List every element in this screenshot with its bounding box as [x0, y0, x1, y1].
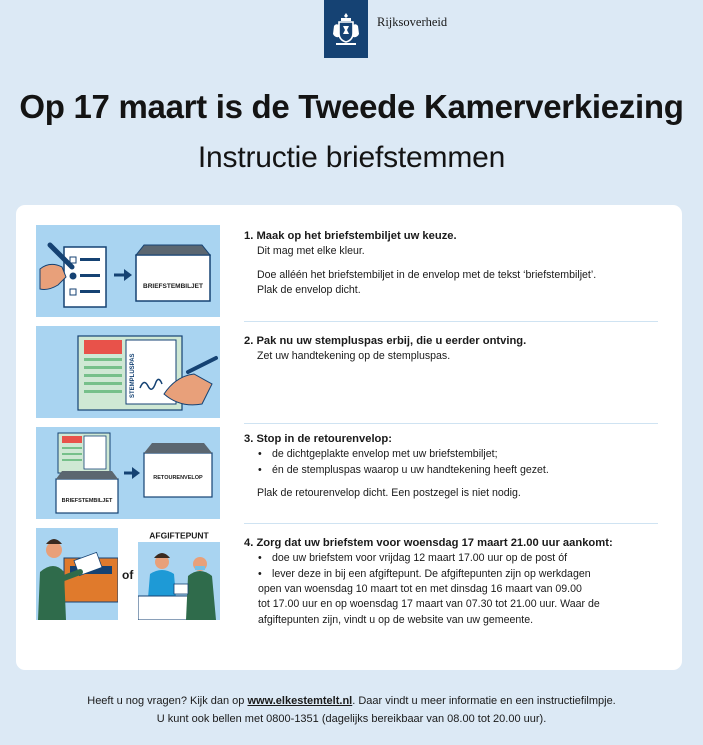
step-4-continuation: afgiftepunten zijn, vindt u op de website van uw gemeente. — [258, 613, 534, 626]
divider — [244, 321, 658, 322]
footer-text: . Daar vindt u meer informatie en een instructiefilmpje. — [352, 695, 616, 707]
page-subtitle: Instructie briefstemmen — [197, 141, 506, 174]
retour-label: RETOURENVELOP — [153, 475, 203, 481]
coat-of-arms-icon — [324, 0, 368, 58]
illustration-step-1 — [36, 225, 220, 317]
step-1 — [244, 228, 660, 298]
illustration-step-4-afgiftepunt — [138, 528, 220, 620]
instruction-card — [16, 205, 682, 670]
step-2-heading: 2. Pak nu uw stempluspas erbij, die u eerder ontving. — [244, 335, 527, 347]
footer-line-1 — [0, 692, 703, 710]
divider — [244, 523, 658, 524]
or-label: of — [122, 568, 134, 582]
rijksoverheid-logo — [324, 0, 447, 58]
step-3-line: Plak de retourenvelop dicht. Een postzegel is niet nodig. — [257, 486, 521, 499]
step-3 — [244, 431, 660, 501]
footer — [0, 692, 703, 728]
step-4 — [244, 535, 660, 628]
step-4-bullet: • doe uw briefstem voor vrijdag 12 maart 17.00 uur op de post óf — [244, 551, 660, 566]
step-4-heading: 4. Zorg dat uw briefstem voor woensdag 17 maart 21.00 uur aankomt: — [244, 537, 613, 549]
illustration-step-2 — [36, 326, 220, 418]
step-2-line: Zet uw handtekening op de stempluspas. — [257, 350, 451, 363]
step-1-line: Plak de envelop dicht. — [257, 283, 361, 296]
illustration-step-4-post — [36, 528, 118, 620]
illustration-step-3 — [36, 427, 220, 519]
step-1-line: Doe alléén het briefstembiljet in de envelop met de tekst ‘briefstembiljet’. — [257, 268, 597, 281]
step-2 — [244, 333, 660, 365]
step-4-continuation: open van woensdag 10 maart tot en met dinsdag 16 maart van 09.00 — [258, 582, 582, 595]
step-3-heading: 3. Stop in de retourenvelop: — [244, 433, 392, 445]
svg-text:BRIEFSTEMBILJET: BRIEFSTEMBILJET — [61, 498, 113, 504]
stempluspas-label: STEMPLUSPAS — [130, 353, 136, 398]
step-3-bullet: • én de stempluspas waarop u uw handtekening heeft gezet. — [244, 463, 660, 478]
envelope-label: BRIEFSTEMBILJET — [143, 283, 203, 290]
step-4-continuation: tot 17.00 uur en op woensdag 17 maart van 07.30 tot 21.00 uur. Waar de — [258, 598, 600, 611]
step-1-line: Dit mag met elke kleur. — [257, 245, 365, 258]
step-3-bullet: • de dichtgeplakte envelop met uw briefstembiljet; — [244, 447, 660, 462]
footer-text: Heeft u nog vragen? Kijk dan op — [87, 695, 248, 707]
page-title: Op 17 maart is de Tweede Kamerverkiezing — [19, 88, 684, 125]
brand-name: Rijksoverheid — [377, 15, 448, 29]
footer-line-2: U kunt ook bellen met 0800-1351 (dagelijks bereikbaar van 08.00 tot 20.00 uur). — [156, 713, 547, 725]
step-4-bullet: • lever deze in bij een afgiftepunt. De afgiftepunten zijn op werkdagen — [244, 567, 660, 582]
divider — [244, 423, 658, 424]
afgiftepunt-label: AFGIFTEPUNT — [149, 530, 209, 541]
step-1-heading: 1. Maak op het briefstembiljet uw keuze. — [244, 230, 457, 242]
website-link[interactable]: www.elkestemtelt.nl — [247, 695, 353, 707]
